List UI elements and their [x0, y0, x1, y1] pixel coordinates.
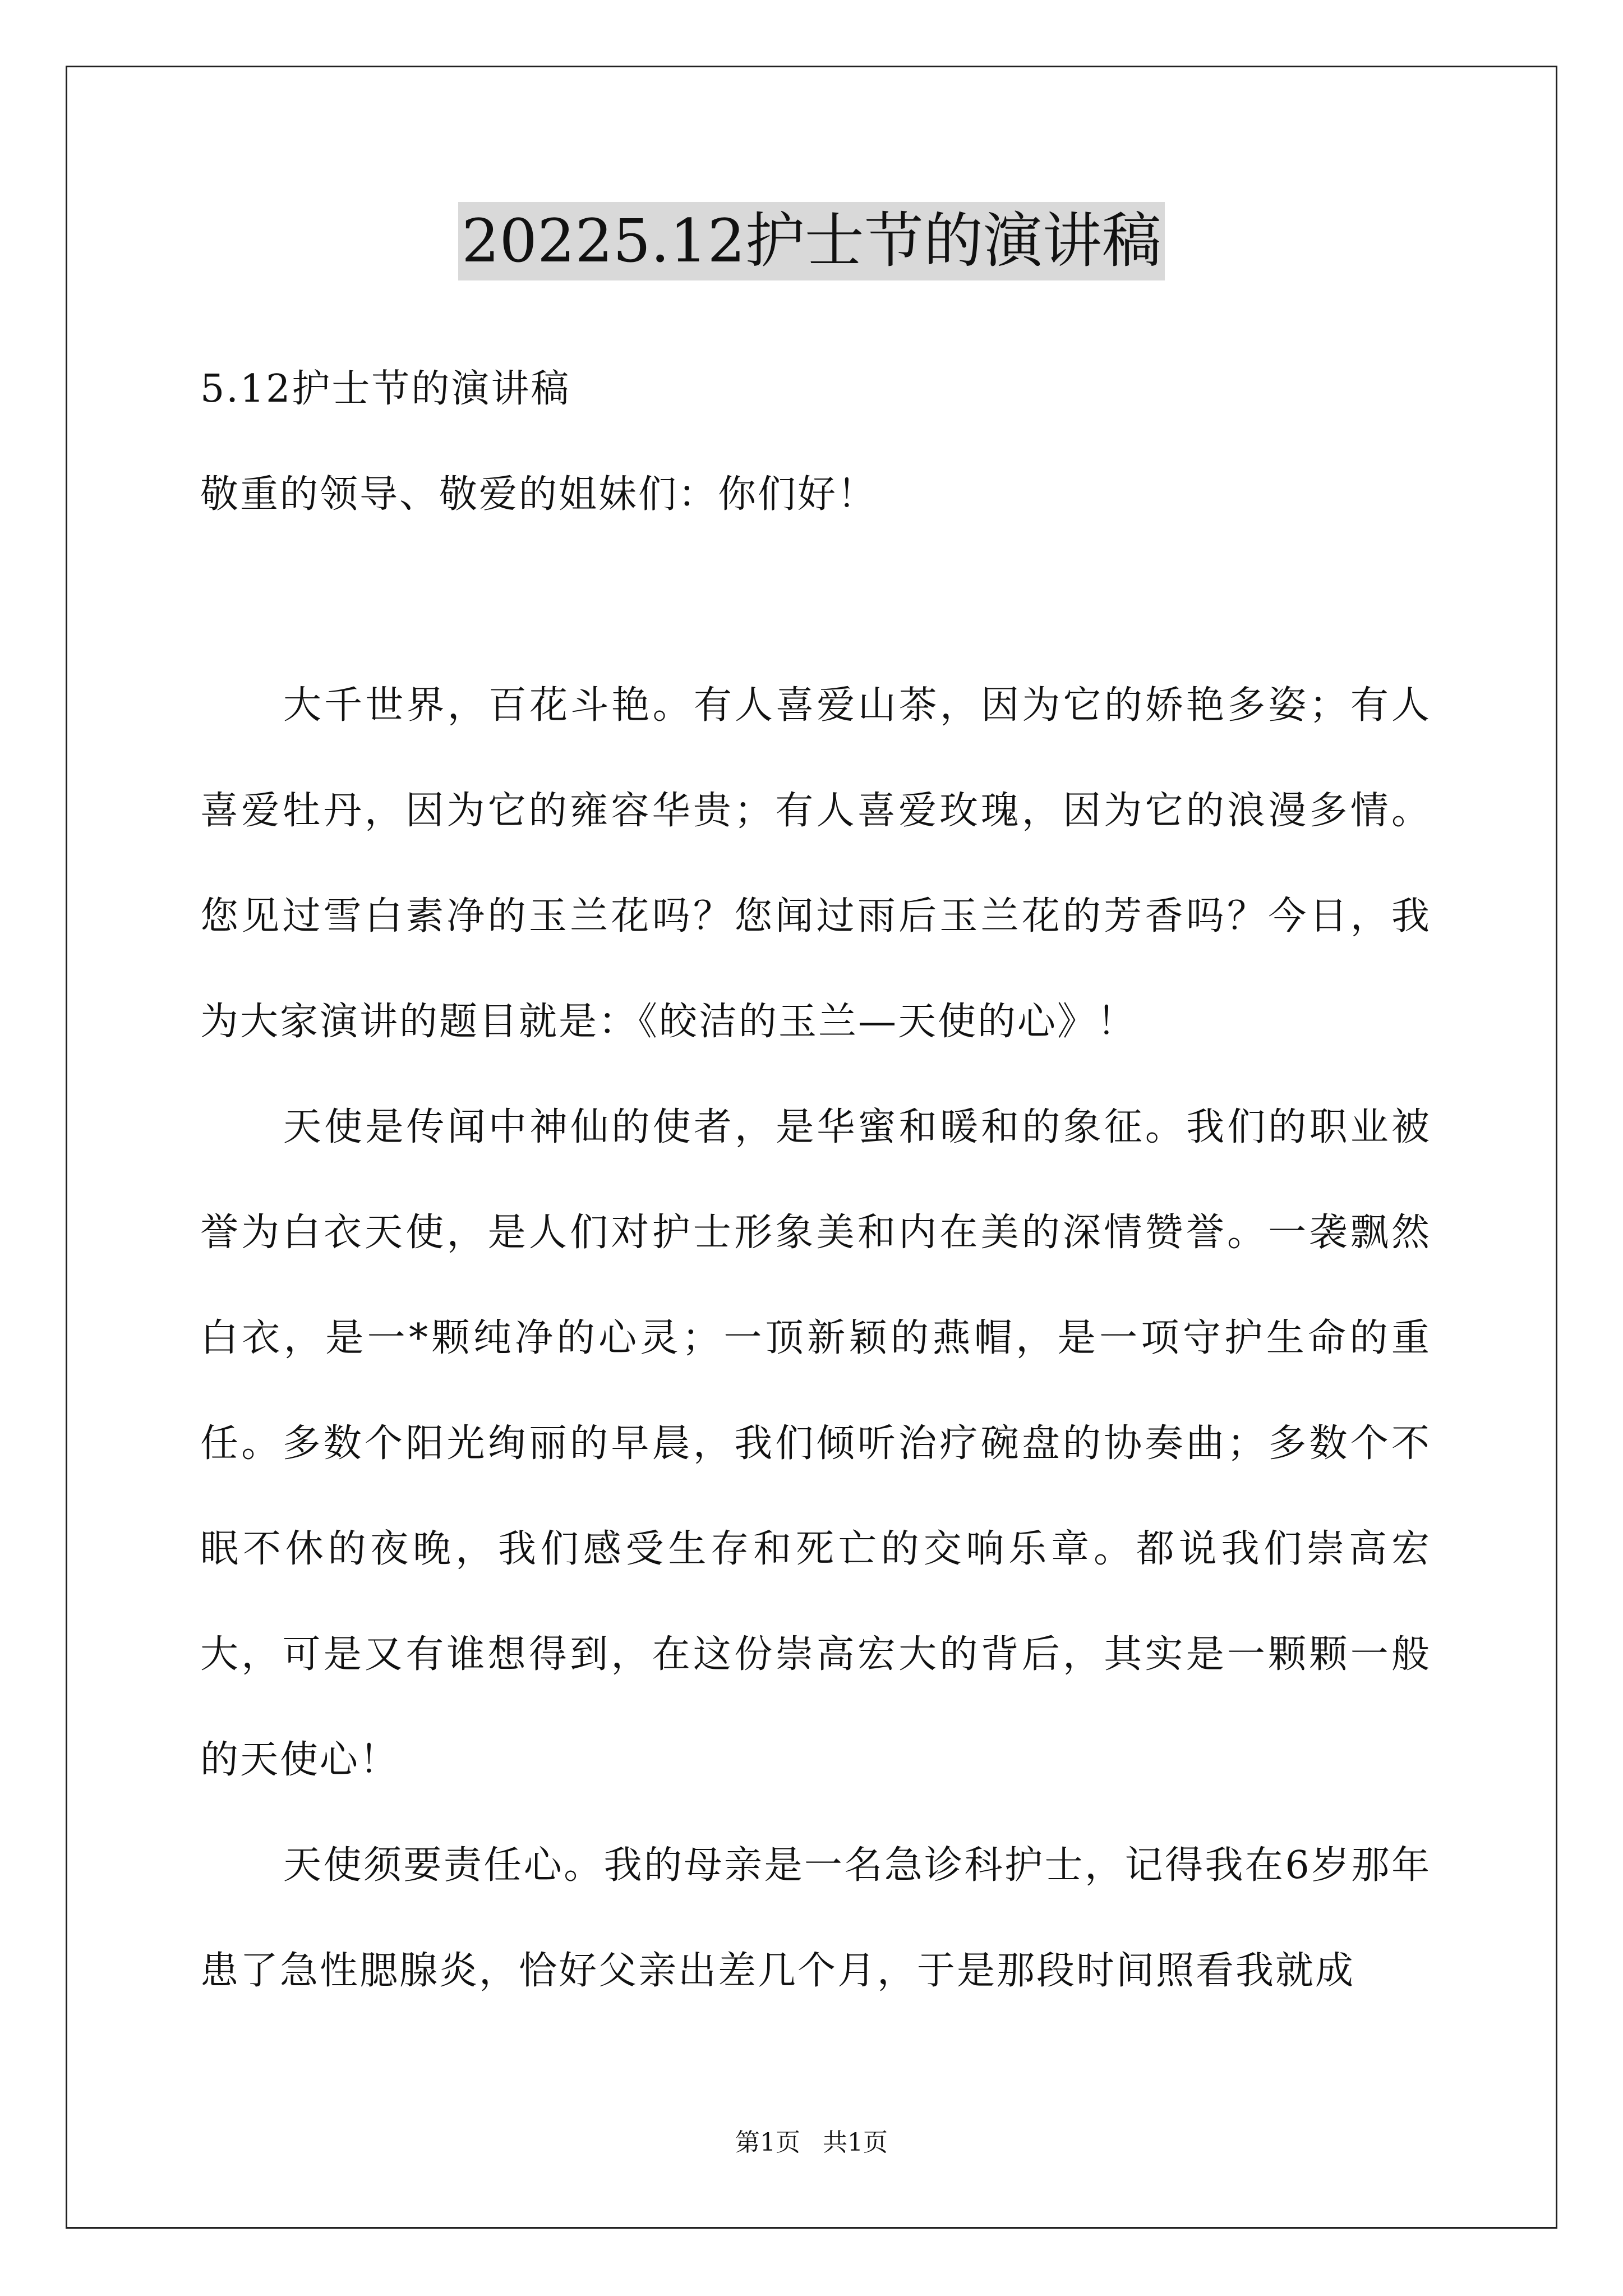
paragraph: 天使是传闻中神仙的使者，是华蜜和暖和的象征。我们的职业被誉为白衣天使，是人们对护士形象美和内在美的深情赞誉。一袭飘然白衣，是一*颗纯净的心灵；一顶新颖的燕帽，是一项守护生命的重任。多数个阳光绚丽的早晨，我们倾听治疗碗盘的协奏曲；多数个不眠不休的夜晚，我们感受生存和死亡的交响乐章。都说我们崇高宏大，可是又有谁想得到，在这份崇高宏大的背后，其实是一颗颗一般的天使心！: [200, 1105, 1431, 1782]
greeting-line: 敬重的领导、敬爱的姐妹们：你们好！: [200, 472, 878, 517]
document-subtitle: 5.12护士节的演讲稿: [200, 367, 571, 411]
paragraph: 天使须要责任心。我的母亲是一名急诊科护士，记得我在6岁那年患了急性腮腺炎，恰好父亲出差几个月，于是那段时间照看我就成: [200, 1843, 1431, 1993]
document-body: [200, 337, 1431, 2024]
paragraph: 大千世界，百花斗艳。有人喜爱山茶，因为它的娇艳多姿；有人喜爱牡丹，因为它的雍容华贵；有人喜爱玫瑰，因为它的浪漫多情。您见过雪白素净的玉兰花吗？您闻过雨后玉兰花的芳香吗？今日，我为大家演讲的题目就是：《皎洁的玉兰—天使的心》！: [200, 683, 1431, 1044]
title-container: [0, 202, 1623, 280]
page-count: 共1页: [823, 2128, 888, 2157]
page-footer: [0, 2126, 1623, 2160]
page-number: 第1页: [735, 2128, 800, 2157]
document-title: 20225.12护士节的演讲稿: [458, 202, 1165, 280]
